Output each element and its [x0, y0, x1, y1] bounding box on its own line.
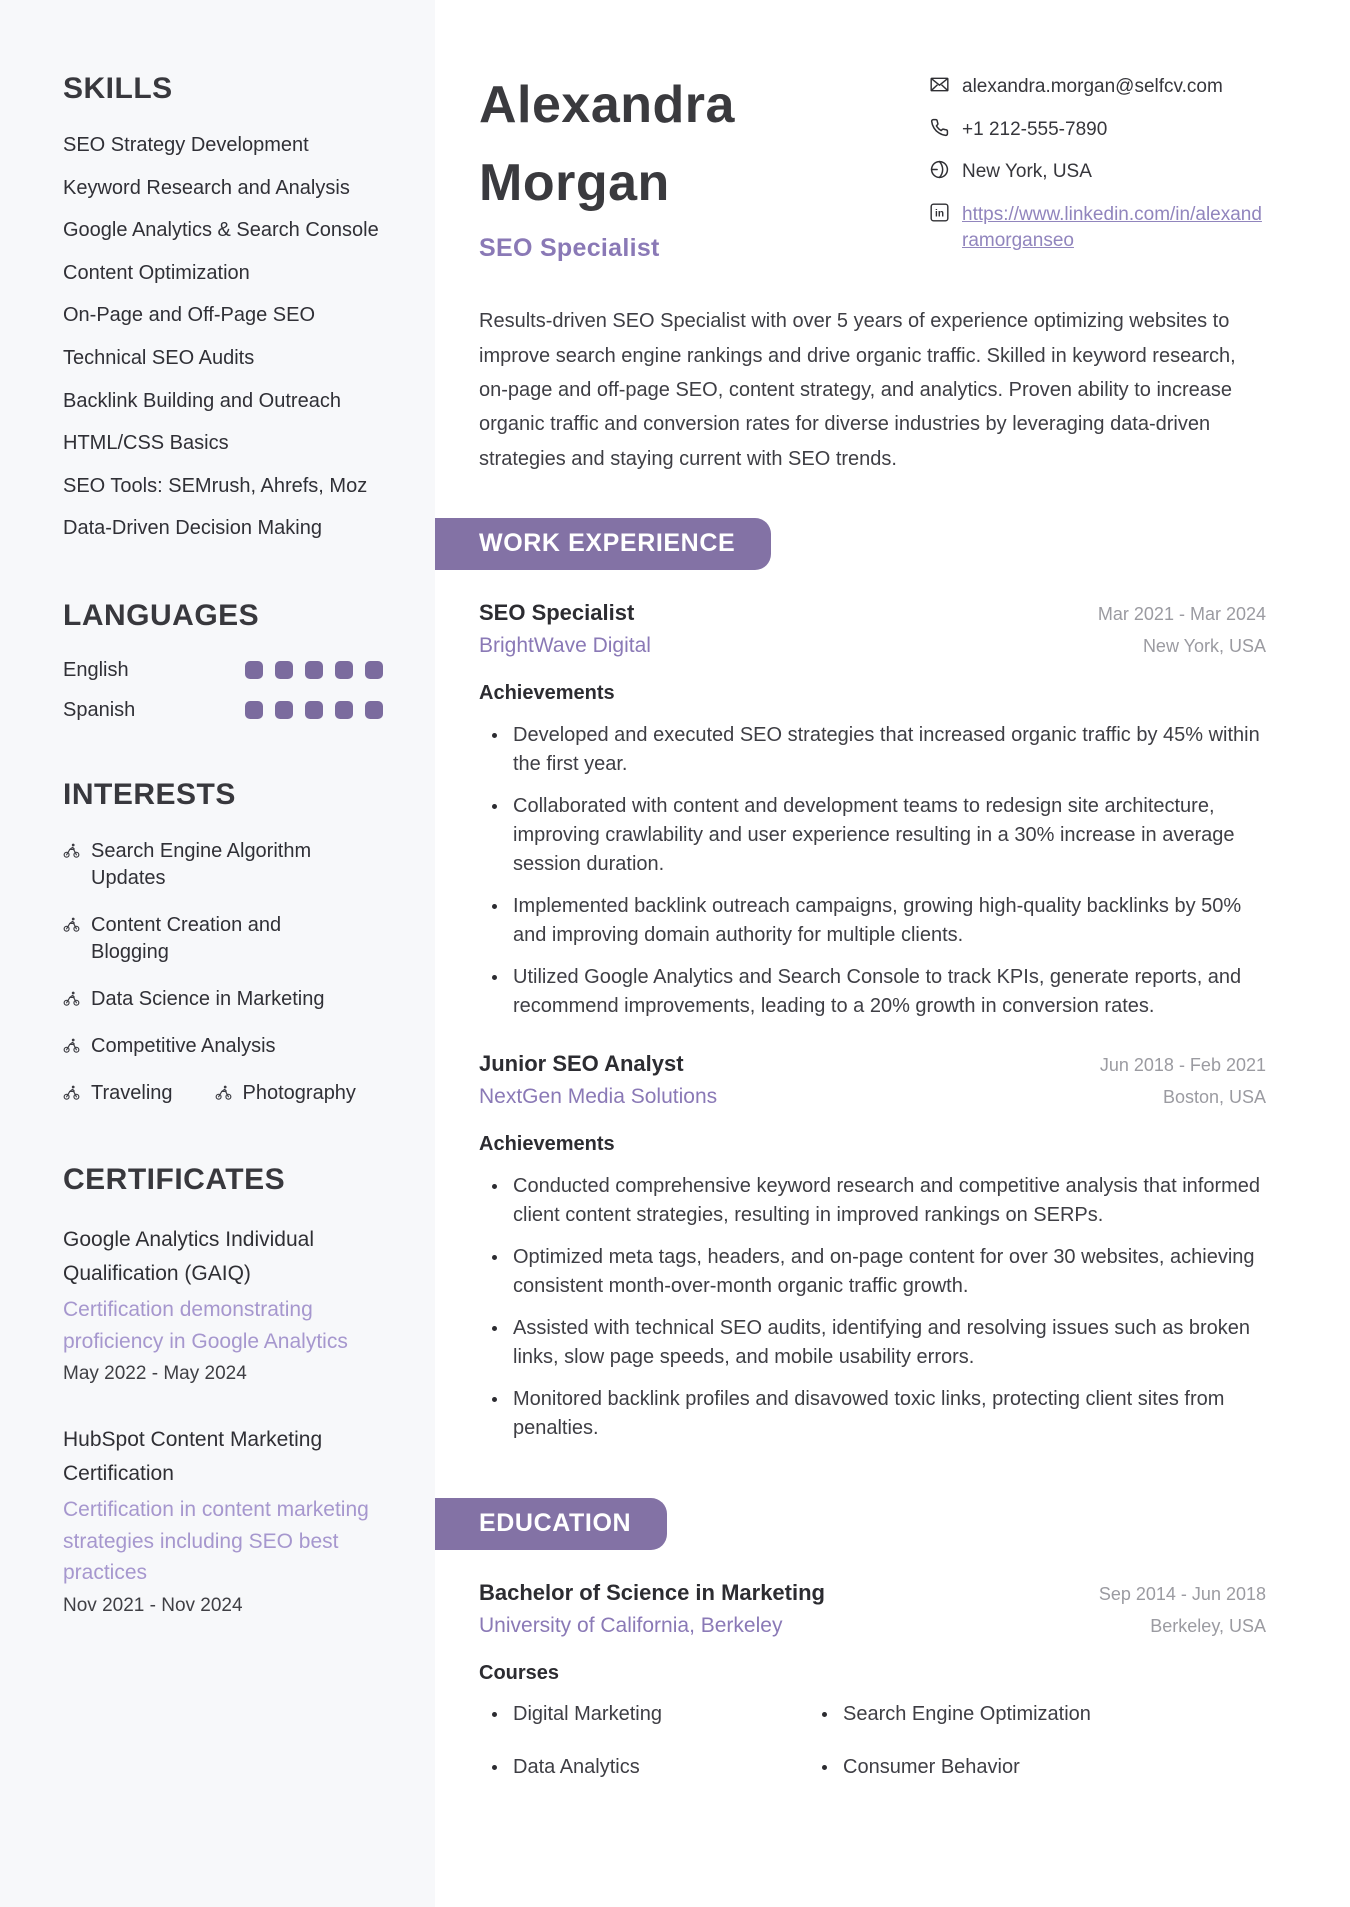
certificate-name: Google Analytics Individual Qualification (GAIQ) [63, 1227, 314, 1285]
certificates-section [63, 1163, 383, 1617]
interest-label: Data Science in Marketing [91, 987, 325, 1010]
job-company-row [479, 1085, 1266, 1109]
svg-text:in: in [935, 208, 944, 220]
skills-section [63, 72, 383, 543]
skill-item: SEO Tools: SEMrush, Ahrefs, Moz [63, 474, 368, 497]
certificate-item [63, 1223, 383, 1385]
course-item: • Search Engine Optimization [839, 1703, 1239, 1726]
interests-section [63, 778, 383, 1107]
language-level [245, 661, 383, 679]
degree-row [479, 1580, 1266, 1606]
education-location: Berkeley, USA [1150, 1616, 1266, 1637]
language-name: English [63, 658, 129, 681]
language-level-square [275, 701, 293, 719]
person-first-name: Alexandra [479, 76, 735, 134]
language-level-square [335, 701, 353, 719]
person-job-title: SEO Specialist [479, 234, 660, 262]
resume-header [479, 66, 1266, 270]
interest-label: Photography [242, 1081, 356, 1104]
achievement-bullets [479, 721, 1266, 1021]
achievement-bullets [479, 1172, 1266, 1443]
main-content [435, 0, 1350, 1907]
language-level-square [245, 661, 263, 679]
skill-item: Data-Driven Decision Making [63, 517, 322, 540]
job-company: NextGen Media Solutions [479, 1085, 718, 1109]
interest-item [215, 1080, 356, 1107]
skill-item: On-Page and Off-Page SEO [63, 304, 316, 327]
achievement-item: • Conducted comprehensive keyword research and competitive analysis that informed client content strategies, resulting in improved rankings on SERPs. [509, 1172, 1266, 1230]
course-item: • Digital Marketing [509, 1703, 839, 1726]
achievement-item: • Utilized Google Analytics and Search Console to track KPIs, generate reports, and recommend improvements, leading to a 20% growth in conversion rates. [509, 963, 1266, 1021]
education-badge-label: EDUCATION [479, 1509, 632, 1538]
certificate-dates: Nov 2021 - Nov 2024 [63, 1594, 243, 1616]
professional-summary: Results-driven SEO Specialist with over 5 years of experience optimizing websites to improve search engine rankings and drive organic traffic. Skilled in keyword research, on-page and off-page SEO, content strategy, and analytics. Proven ability to increase organic traffic and conversion rates for diverse industries by leveraging data-driven strategies and staying current with SEO trends. [479, 310, 1236, 470]
sidebar [0, 0, 435, 1907]
phone-icon [930, 118, 949, 137]
job-entry [479, 600, 1266, 1021]
achievement-item: • Developed and executed SEO strategies that increased organic traffic by 45% within the first year. [509, 721, 1266, 779]
certificate-description: Certification in content marketing strategies including SEO best practices [63, 1498, 369, 1585]
identity-block [479, 66, 735, 263]
certificate-description: Certification demonstrating proficiency in Google Analytics [63, 1298, 348, 1353]
achievements-label: Achievements [479, 682, 615, 705]
interest-item [63, 986, 324, 1013]
language-row [63, 659, 383, 682]
job-dates: Jun 2018 - Feb 2021 [1099, 1055, 1266, 1076]
person-name [479, 66, 735, 222]
education-dates: Sep 2014 - Jun 2018 [1098, 1584, 1266, 1605]
cycling-icon [63, 1037, 80, 1054]
interest-item [63, 912, 363, 966]
certificate-item [63, 1423, 383, 1617]
interest-item [63, 838, 363, 892]
cycling-icon [63, 916, 80, 933]
language-level-square [365, 701, 383, 719]
linkedin-link[interactable]: https://www.linkedin.com/in/alexandramorganseo [962, 203, 1262, 251]
interest-item [63, 1080, 173, 1107]
interest-item [63, 1033, 276, 1060]
school-row [479, 1614, 1266, 1638]
skills-list [63, 132, 383, 543]
degree-name: Bachelor of Science in Marketing [479, 1580, 825, 1606]
language-name: Spanish [63, 698, 136, 721]
location-text: New York, USA [962, 161, 1092, 183]
cycling-icon [63, 990, 80, 1007]
language-level-square [305, 661, 323, 679]
interest-label: Traveling [91, 1081, 173, 1104]
skill-item: Backlink Building and Outreach [63, 389, 341, 412]
contact-info [930, 74, 1266, 270]
education-badge [435, 1498, 667, 1550]
job-title-row [479, 600, 1266, 626]
skill-item: Google Analytics & Search Console [63, 219, 379, 242]
contact-row-phone [930, 117, 1266, 143]
achievement-item: • Implemented backlink outreach campaigns, growing high-quality backlinks by 50% and improving domain authority for multiple clients. [509, 892, 1266, 950]
interest-label: Competitive Analysis [91, 1034, 276, 1057]
course-list [479, 1703, 1239, 1779]
achievement-item: • Collaborated with content and development teams to redesign site architecture, improving crawlability and user experience resulting in a 30% increase in average session duration. [509, 792, 1266, 879]
contact-row-location [930, 159, 1266, 185]
phone-text: +1 212-555-7890 [962, 118, 1108, 140]
language-level-square [335, 661, 353, 679]
jobs-list [479, 600, 1266, 1443]
school-name: University of California, Berkeley [479, 1614, 783, 1638]
courses-label: Courses [479, 1662, 560, 1685]
language-level-square [305, 701, 323, 719]
certificate-name: HubSpot Content Marketing Certification [63, 1428, 323, 1485]
cycling-icon [215, 1084, 232, 1101]
job-position: SEO Specialist [479, 600, 635, 626]
certificates-title: CERTIFICATES [63, 1162, 286, 1196]
achievements-label: Achievements [479, 1133, 615, 1156]
language-level-square [245, 701, 263, 719]
job-company: BrightWave Digital [479, 634, 651, 658]
job-dates: Mar 2021 - Mar 2024 [1097, 604, 1266, 625]
achievement-item: • Monitored backlink profiles and disavowed toxic links, protecting client sites from penalties. [509, 1385, 1266, 1443]
languages-list [63, 659, 383, 722]
achievement-item: • Assisted with technical SEO audits, identifying and resolving issues such as broken links, slow page speeds, and mobile usability errors. [509, 1314, 1266, 1372]
interest-label: Content Creation and Blogging [91, 913, 282, 963]
course-item: • Data Analytics [509, 1756, 839, 1779]
work-experience-badge [435, 518, 771, 570]
cycling-icon [63, 1084, 80, 1101]
skill-item: Technical SEO Audits [63, 346, 255, 369]
cycling-icon [63, 842, 80, 859]
job-company-row [479, 634, 1266, 658]
job-entry [479, 1051, 1266, 1443]
contact-row-email [930, 74, 1266, 100]
job-title-row [479, 1051, 1266, 1077]
interest-label: Search Engine Algorithm Updates [91, 839, 312, 889]
email-text: alexandra.morgan@selfcv.com [962, 76, 1223, 97]
interests-list [63, 838, 383, 1107]
contact-row-linkedin [930, 202, 1266, 253]
skill-item: Keyword Research and Analysis [63, 176, 350, 199]
globe-icon [930, 160, 949, 179]
linkedin-icon [930, 203, 949, 222]
job-position: Junior SEO Analyst [479, 1051, 684, 1077]
language-level-square [275, 661, 293, 679]
language-row [63, 699, 383, 722]
skill-item: Content Optimization [63, 261, 250, 284]
person-last-name: Morgan [479, 154, 670, 212]
job-location: New York, USA [1142, 636, 1266, 657]
work-experience-badge-label: WORK EXPERIENCE [479, 529, 736, 558]
languages-section [63, 599, 383, 722]
job-location: Boston, USA [1162, 1087, 1266, 1108]
education-entry [479, 1580, 1266, 1779]
language-level-square [365, 661, 383, 679]
language-level [245, 701, 383, 719]
envelope-icon [930, 75, 949, 94]
skill-item: HTML/CSS Basics [63, 432, 229, 455]
achievement-item: • Optimized meta tags, headers, and on-page content for over 30 websites, achieving consistent month-over-month organic traffic growth. [509, 1243, 1266, 1301]
skills-title: SKILLS [63, 72, 173, 105]
certificate-dates: May 2022 - May 2024 [63, 1363, 247, 1385]
interests-title: INTERESTS [63, 777, 236, 811]
certificates-list [63, 1223, 383, 1617]
skill-item: SEO Strategy Development [63, 134, 309, 156]
course-item: • Consumer Behavior [839, 1756, 1239, 1779]
languages-title: LANGUAGES [63, 598, 260, 632]
